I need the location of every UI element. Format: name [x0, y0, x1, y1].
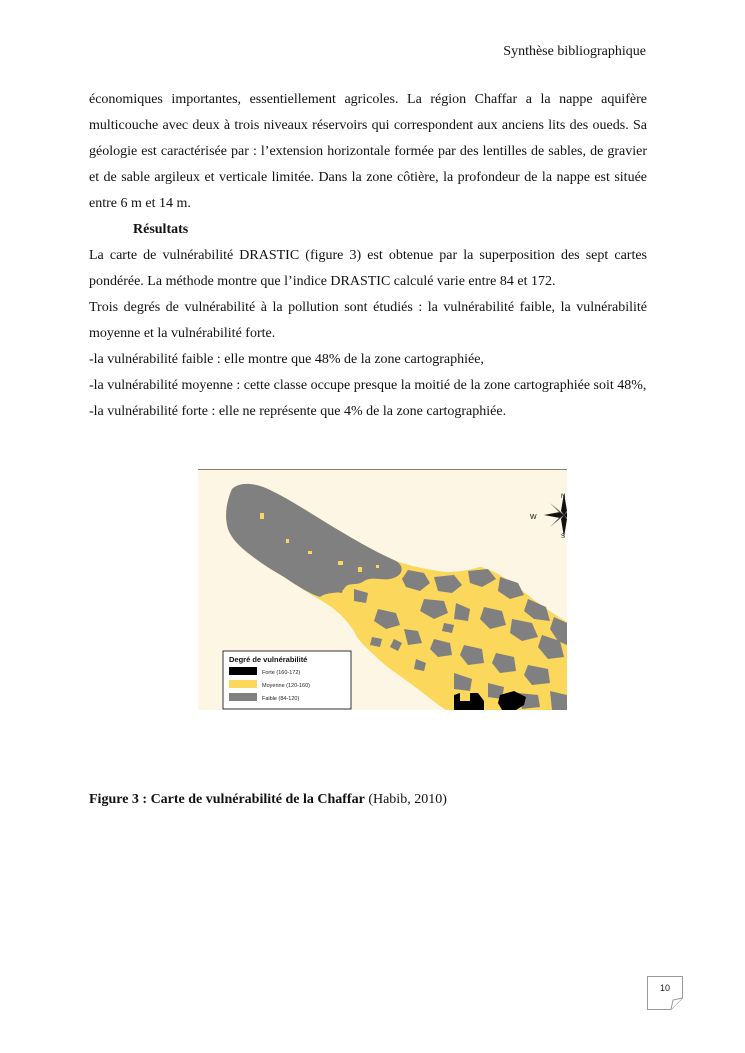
section-heading: Résultats: [133, 222, 189, 237]
caption-title: Figure 3 : Carte de vulnérabilité de la Chaffar: [89, 792, 365, 807]
compass-north-label: N: [561, 494, 566, 500]
legend-label-moyenne: Moyenne (120-160): [262, 683, 311, 689]
legend-swatch-moyenne: [229, 680, 257, 688]
legend-label-forte: Forte (160-172): [262, 670, 301, 676]
page-number-box: [647, 976, 683, 1010]
legend-swatch-forte: [229, 667, 257, 675]
map-legend: [223, 651, 351, 709]
compass-south-label: S: [561, 534, 566, 540]
paragraph: La carte de vulnérabilité DRASTIC (figure 3) est obtenue par la superposition des sept cartes pondérée. La méthode montre que l’indice DRASTIC calculé varie entre 84 et 172.: [89, 248, 647, 289]
caption-source: (Habib, 2010): [368, 792, 447, 807]
folded-page-icon: [647, 976, 683, 1010]
figure-caption: [89, 792, 447, 808]
compass-west-label: W: [530, 514, 537, 521]
paragraph: économiques importantes, essentiellement agricoles. La région Chaffar a la nappe aquifère multicouche avec deux à trois niveaux réservoirs qui correspondent aux anciens lits des oueds. Sa géologie est caractérisée par : l’extension horizontale formée par des lentilles de sables, de gravier et de sable argileux et verticale limitée. Dans la zone côtière, la profondeur de la nappe est située entre 6 m et 14 m.: [89, 92, 647, 211]
paragraph: Trois degrés de vulnérabilité à la pollution sont étudiés : la vulnérabilité faible, la vulnérabilité moyenne et la vulnérabilité forte.: [89, 300, 647, 341]
legend-swatch-faible: [229, 693, 257, 701]
legend-label-faible: Faible (84-120): [262, 696, 300, 702]
legend-title: Degré de vulnérabilité: [229, 655, 308, 664]
list-item: -la vulnérabilité faible : elle montre que 48% de la zone cartographiée,: [89, 352, 484, 367]
vulnerability-map: [198, 469, 567, 710]
list-item: -la vulnérabilité forte : elle ne représente que 4% de la zone cartographiée.: [89, 404, 507, 419]
body-text: [89, 87, 647, 425]
page-number: 10: [659, 983, 670, 993]
list-item: -la vulnérabilité moyenne : cette classe occupe presque la moitié de la zone cartographiée soit 48%,: [89, 378, 647, 393]
running-header: Synthèse bibliographique: [503, 44, 646, 59]
